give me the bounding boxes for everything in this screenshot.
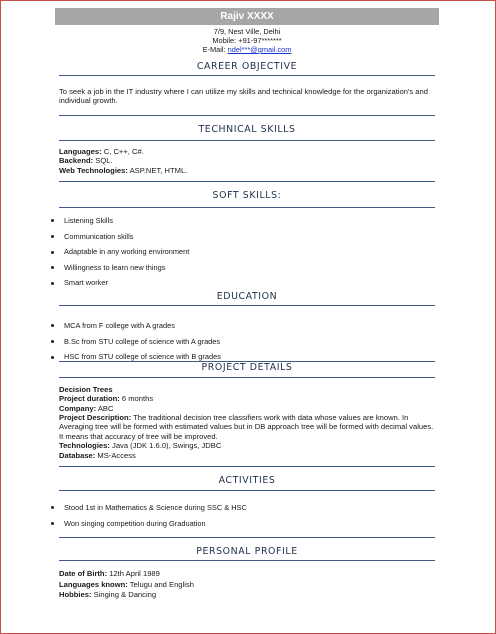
section-title-technical-skills: TECHNICAL SKILLS bbox=[198, 123, 296, 135]
list-item: HSC from STU college of science with B grades bbox=[55, 349, 439, 365]
section-title-project-details: PROJECT DETAILS bbox=[201, 361, 293, 373]
project-company: Company: ABC bbox=[59, 403, 114, 413]
section-divider bbox=[59, 75, 435, 76]
section-title-career-objective: CAREER OBJECTIVE bbox=[196, 61, 298, 72]
section-divider bbox=[59, 490, 435, 491]
list-item: MCA from F college with A grades bbox=[55, 318, 439, 334]
section-divider bbox=[59, 466, 435, 467]
personal-profile-list bbox=[55, 569, 439, 600]
address-text: 7/9, Nest Ville, Delhi bbox=[213, 27, 281, 36]
list-item: Stood 1st in Mathematics & Science during SSC & HSC bbox=[55, 500, 439, 516]
skill-label: Backend: bbox=[59, 156, 94, 166]
skill-row bbox=[59, 156, 435, 165]
list-item: B.Sc from STU college of science with A grades bbox=[55, 334, 439, 350]
resume-page bbox=[55, 8, 439, 600]
project-database: Database: MS-Access bbox=[59, 450, 136, 460]
skill-row bbox=[59, 147, 435, 156]
candidate-name: Rajiv XXXX bbox=[55, 8, 439, 25]
project-duration: Project duration: 6 months bbox=[59, 394, 154, 404]
list-item: Adaptable in any working environment bbox=[55, 244, 439, 260]
technical-skills-list bbox=[55, 147, 439, 175]
email-link[interactable]: ndel***@gmail.com bbox=[227, 45, 292, 54]
section-divider bbox=[59, 305, 435, 306]
section-divider bbox=[59, 537, 435, 538]
section-divider bbox=[59, 181, 435, 182]
contact-block bbox=[55, 27, 439, 54]
profile-row: Hobbies: Singing & Dancing bbox=[59, 590, 157, 600]
section-title-personal-profile: PERSONAL PROFILE bbox=[196, 546, 298, 558]
skill-label: Web Technologies: bbox=[59, 165, 128, 175]
skill-value: ASP.NET, HTML. bbox=[127, 165, 188, 175]
education-list bbox=[55, 318, 439, 365]
email-line bbox=[55, 45, 439, 54]
profile-row: Date of Birth: 12th April 1989 bbox=[59, 569, 160, 579]
section-divider bbox=[59, 377, 435, 378]
section-divider bbox=[59, 560, 435, 561]
list-item: Willingness to learn new things bbox=[55, 260, 439, 276]
project-name: Decision Trees bbox=[59, 384, 113, 394]
project-technologies: Technologies: Java (JDK 1.6.0), Swings, JDBC bbox=[59, 441, 222, 451]
list-item: Smart worker bbox=[55, 275, 439, 291]
skill-value: SQL. bbox=[93, 156, 113, 166]
section-title-education: EDUCATION bbox=[216, 291, 278, 302]
list-item: Listening Skills bbox=[55, 213, 439, 229]
section-divider bbox=[59, 115, 435, 116]
mobile-text: Mobile: +91-97******* bbox=[212, 36, 282, 45]
soft-skills-list bbox=[55, 213, 439, 291]
section-divider bbox=[59, 207, 435, 208]
project-description: Project Description: The traditional decision tree classifiers work with data whose values are known. In Averaging tree will be formed with estimated values but in DB approach tree will be formed with decimal values. It means that accuracy of tree will be improved. bbox=[59, 413, 434, 441]
email-label: E-Mail: bbox=[202, 45, 228, 54]
activities-list bbox=[55, 500, 439, 531]
section-divider bbox=[59, 140, 435, 141]
list-item: Communication skills bbox=[55, 229, 439, 245]
career-objective-text: To seek a job in the IT industry where I can utilize my skills and technical knowledge for the organization's and individual growth. bbox=[59, 87, 428, 106]
section-title-soft-skills: SOFT SKILLS: bbox=[212, 190, 282, 202]
skill-value: C, C++, C#. bbox=[101, 146, 144, 156]
skill-label: Languages: bbox=[59, 146, 102, 156]
project-details-block bbox=[55, 385, 439, 460]
section-title-activities: ACTIVITIES bbox=[218, 475, 276, 487]
skill-row bbox=[59, 166, 435, 175]
profile-row: Languages known: Telugu and English bbox=[59, 579, 194, 589]
list-item: Won singing competition during Graduation bbox=[55, 516, 439, 532]
